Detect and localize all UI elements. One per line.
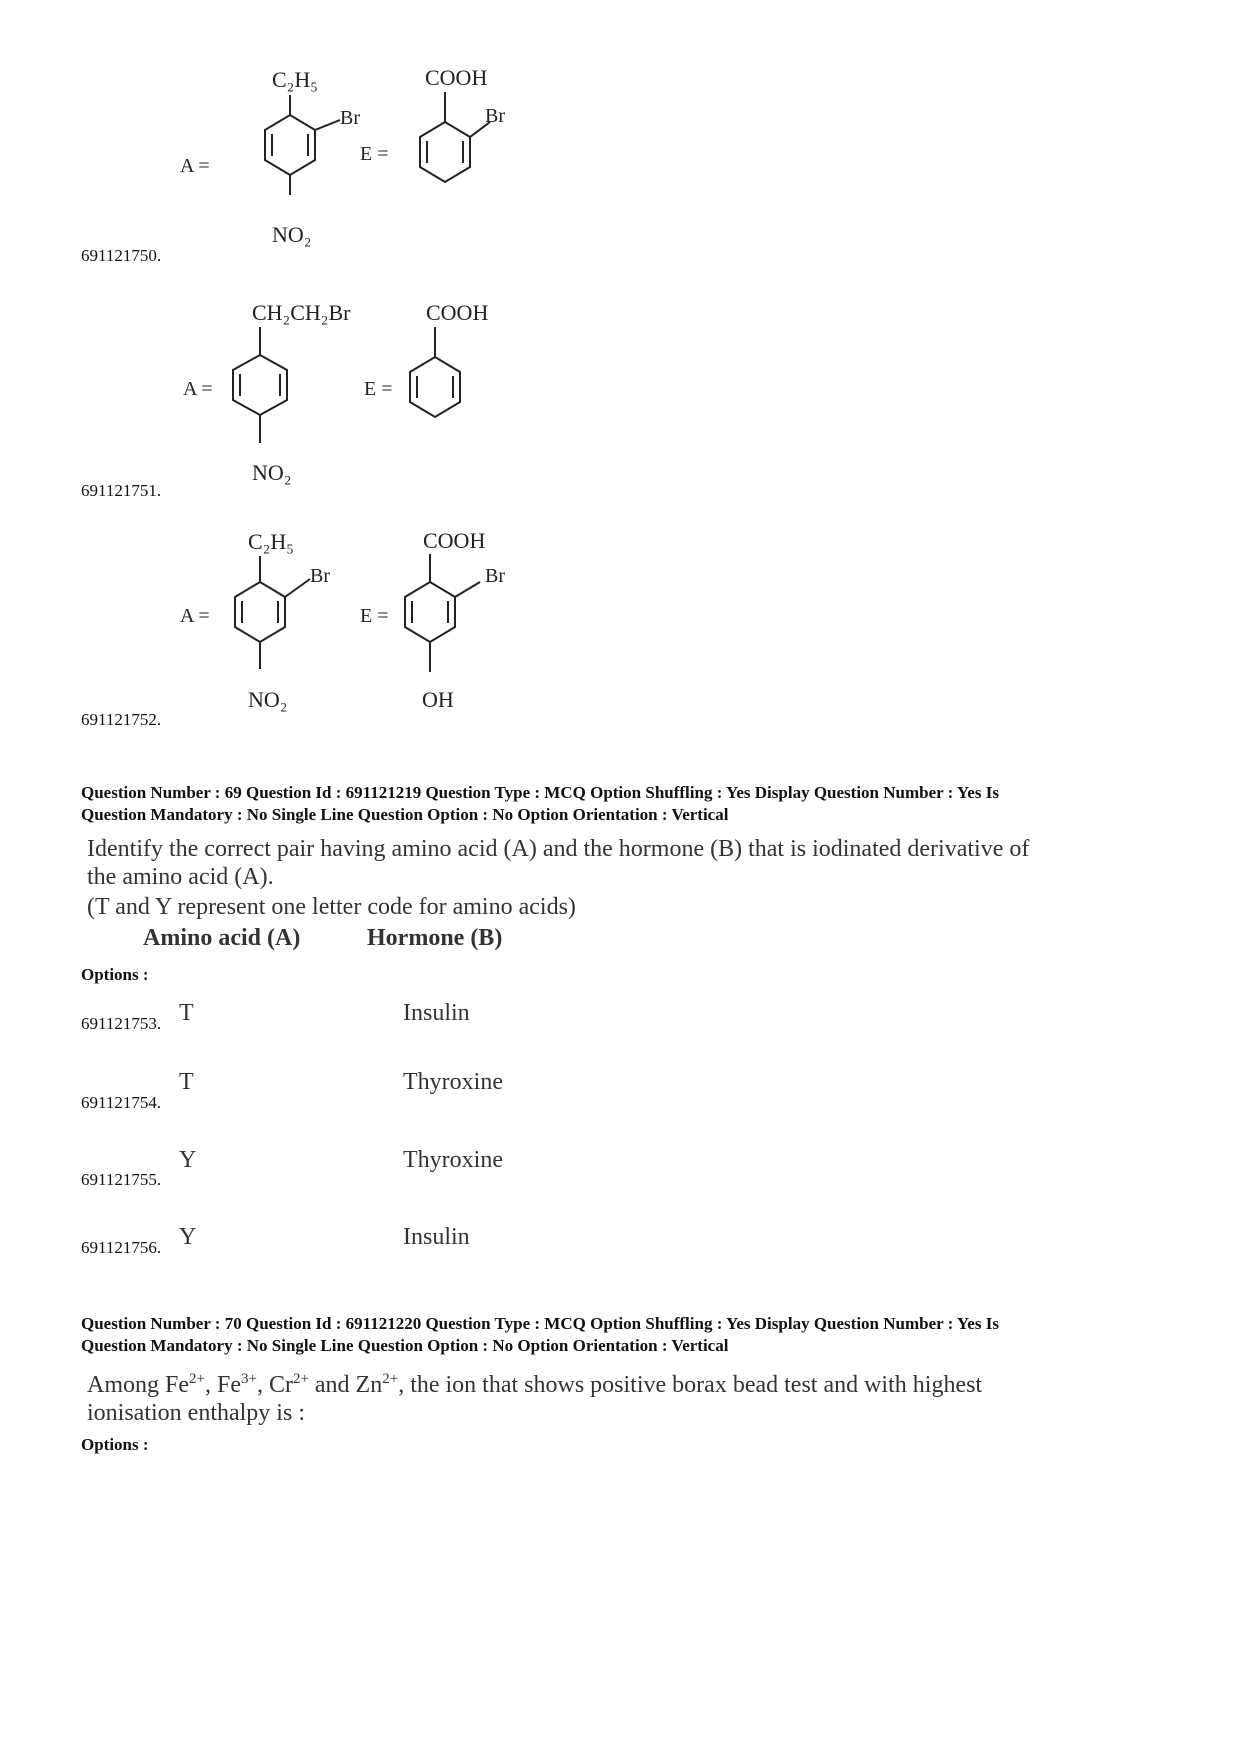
a-label: A = [180,155,210,177]
question-text: Among $Fe^{2+}$, $Fe^{3+}$, $Cr^{2+}$ and $Zn^{2+}$, the ion that shows positive borax bead test and with highest ionisation enthalpy is : [87,1371,983,1426]
option-id: 691121750. [81,246,162,265]
a-bottom-group: NO₂ [252,460,292,485]
question-meta: Question Number : 69 Question Id : 691121219 Question Type : MCQ Option Shuffling : Yes Display Question Number : Yes Is Question Mandatory : No Single Line Question Option : No Option Orientation : Vertical [81,783,999,824]
e-bottom-group: OH [422,687,454,712]
option-id: 691121754. [81,1093,162,1112]
e-top-group: COOH [425,65,488,90]
option-hormone: Thyroxine [403,1147,503,1173]
a-label: A = [180,605,210,627]
structure-option-2 [180,295,600,495]
a-top-group: C₂H₅ [248,529,294,554]
a-top-group: CH₂CH₂Br [252,300,351,325]
a-top-group: C₂H₅ [272,67,318,92]
option-amino-acid: T [179,1000,194,1026]
option-amino-acid: T [179,1069,194,1095]
a-side-group: Br [310,565,330,587]
e-label: E = [364,378,393,400]
option-hormone: Insulin [403,1000,470,1026]
column-header-hormone: Hormone (B) [367,925,503,951]
e-side-group: Br [485,565,505,587]
option-hormone: Insulin [403,1224,470,1250]
column-header-amino-acid: Amino acid (A) [143,925,301,951]
a-bottom-group: NO₂ [272,222,312,247]
a-side-group: Br [340,107,360,129]
option-amino-acid: Y [179,1147,197,1173]
option-id: 691121751. [81,481,162,500]
e-top-group: COOH [423,528,486,553]
e-side-group: Br [485,105,505,127]
a-bottom-group: NO₂ [248,687,288,712]
e-label: E = [360,143,389,165]
e-label: E = [360,605,389,627]
question-text: Identify the correct pair having amino acid (A) and the hormone (B) that is iodinated derivative of the amino acid (A). [87,836,1030,890]
structure-option-1 [180,60,600,290]
question-meta: Question Number : 70 Question Id : 691121220 Question Type : MCQ Option Shuffling : Yes Display Question Number : Yes Is Question Mandatory : No Single Line Question Option : No Option Orientation : Vertical [81,1314,999,1355]
option-hormone: Thyroxine [403,1069,503,1095]
option-id: 691121753. [81,1014,162,1033]
e-top-group: COOH [426,300,489,325]
question-note: (T and Y represent one letter code for amino acids) [87,894,576,920]
option-id: 691121755. [81,1170,162,1189]
options-label: Options : [81,965,149,984]
option-id: 691121752. [81,710,162,729]
structure-option-3 [180,524,600,724]
option-id: 691121756. [81,1238,162,1257]
a-label: A = [183,378,213,400]
options-label: Options : [81,1435,149,1454]
option-amino-acid: Y [179,1224,197,1250]
